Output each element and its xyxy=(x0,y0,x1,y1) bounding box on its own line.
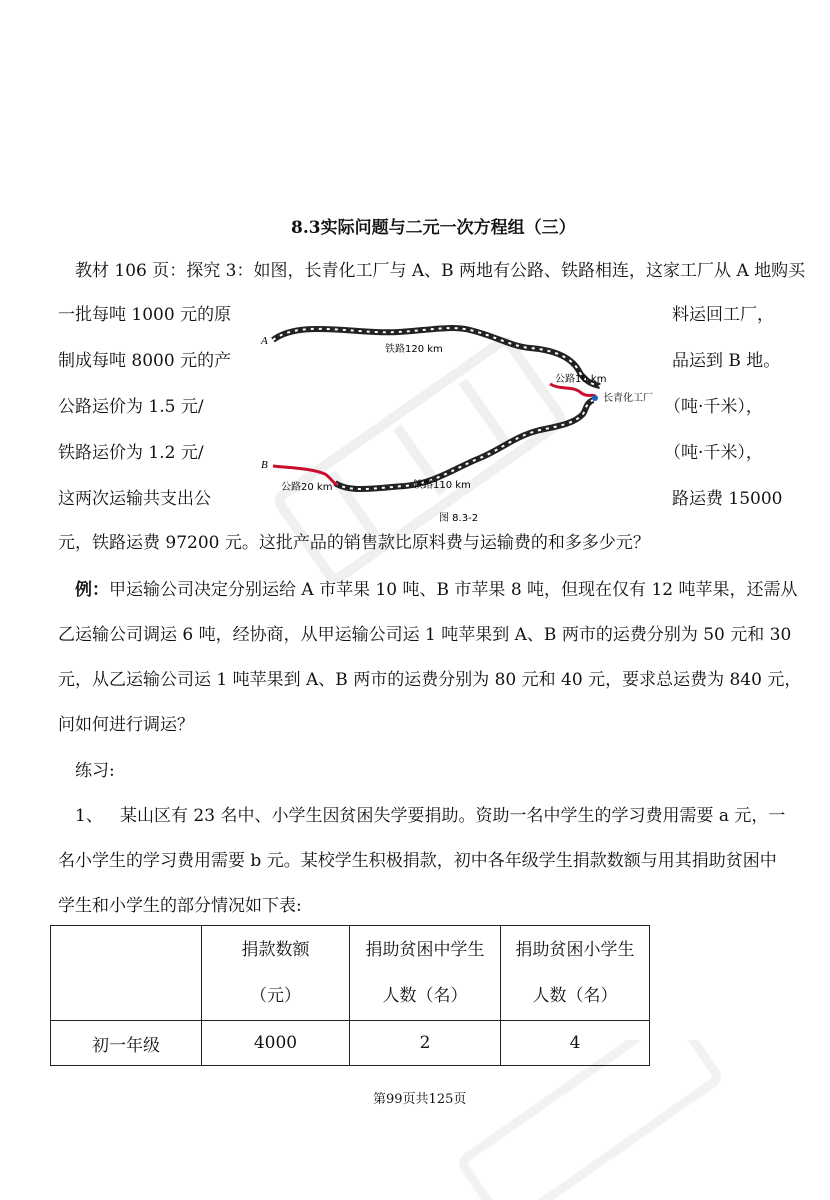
header-primary-school-unit: 人数（名） xyxy=(532,986,618,1006)
page-title: 8.3实际问题与二元一次方程组（三） xyxy=(291,218,576,238)
table-header-cell xyxy=(350,926,501,1021)
example-line-4: 问如何进行调运？ xyxy=(58,715,194,735)
intro-left-1: 一批每吨 1000 元的原 xyxy=(58,305,232,325)
intro-line-last: 元，铁路运费 97200 元。这批产品的销售款比原料费与运输费的和多多少元？ xyxy=(58,533,650,553)
header-middle-school-unit: 人数（名） xyxy=(382,986,468,1006)
header-middle-school: 捐助贫困中学生 xyxy=(365,940,485,960)
donation-table xyxy=(50,925,650,1066)
table-header-cell xyxy=(501,926,650,1021)
label-point-b: B xyxy=(261,459,268,471)
intro-right-4: （吨·千米）， xyxy=(664,443,763,463)
rail-ties-top xyxy=(273,328,600,386)
practice-q1-number: 1、 xyxy=(75,806,103,826)
rail-line-top xyxy=(273,328,600,386)
route-map-figure xyxy=(255,318,675,528)
intro-line-1: 教材 106 页：探究 3：如图，长青化工厂与 A、B 两地有公路、铁路相连，这家工厂从 A 地购买 xyxy=(75,261,806,281)
practice-q1-line-1: 某山区有 23 名中、小学生因贫困失学要捐助。资助一名中学生的学习费用需要 a 元，一 xyxy=(120,806,786,826)
label-road-bottom: 公路20 km xyxy=(281,482,333,493)
table-cell-primary-count: 4 xyxy=(501,1021,650,1066)
factory-marker xyxy=(592,395,598,401)
table-cell-amount: 4000 xyxy=(202,1021,350,1066)
header-amount-unit: （元） xyxy=(250,986,301,1006)
label-road-top: 公路10 km xyxy=(555,374,607,385)
figure-caption: 图 8.3-2 xyxy=(439,513,479,524)
table-header-cell xyxy=(51,926,202,1021)
label-factory: 长青化工厂 xyxy=(603,393,653,404)
intro-left-4: 铁路运价为 1.2 元/ xyxy=(58,443,204,463)
intro-right-3: （吨·千米）， xyxy=(664,397,763,417)
road-line-top xyxy=(550,384,595,396)
table-row xyxy=(51,1021,650,1066)
table-cell-middle-count: 2 xyxy=(350,1021,501,1066)
intro-right-2: 品运到 B 地。 xyxy=(672,351,781,371)
table-header-row xyxy=(51,926,650,1021)
label-rail-top: 铁路120 km xyxy=(385,344,443,355)
rail-line-bottom xyxy=(335,400,593,489)
intro-right-5: 路运费 15000 xyxy=(672,489,783,509)
label-point-a: A xyxy=(261,335,268,347)
page-footer: 第99页共125页 xyxy=(373,1092,467,1107)
table-header-cell xyxy=(202,926,350,1021)
label-rail-bottom: 铁路110 km xyxy=(413,480,471,491)
example-line-2: 乙运输公司调运 6 吨，经协商，从甲运输公司运 1 吨苹果到 A、B 两市的运费分别为 50 元和 30 xyxy=(58,625,792,645)
practice-heading: 练习: xyxy=(75,761,115,781)
header-amount: 捐款数额 xyxy=(241,940,310,960)
intro-right-1: 料运回工厂， xyxy=(672,305,774,325)
rail-ties-bottom xyxy=(335,400,593,489)
example-line-3: 元，从乙运输公司运 1 吨苹果到 A、B 两市的运费分别为 80 元和 40 元，要求总运费为 840 元， xyxy=(58,670,802,690)
intro-left-2: 制成每吨 8000 元的产 xyxy=(58,351,232,371)
intro-left-5: 这两次运输共支出公 xyxy=(58,489,211,509)
example-line-1 xyxy=(75,578,797,602)
example-label: 例： xyxy=(75,580,109,600)
practice-q1-line-2: 名小学生的学习费用需要 b 元。某校学生积极捐款，初中各年级学生捐款数额与用其捐助贫困中 xyxy=(58,851,777,871)
header-primary-school: 捐助贫困小学生 xyxy=(515,940,635,960)
table-cell-grade: 初一年级 xyxy=(51,1021,202,1066)
example-text-1: 甲运输公司决定分别运给 A 市苹果 10 吨、B 市苹果 8 吨，但现在仅有 12 吨苹果，还需从 xyxy=(109,580,798,600)
practice-q1-line-3: 学生和小学生的部分情况如下表: xyxy=(58,896,302,916)
intro-left-3: 公路运价为 1.5 元/ xyxy=(58,397,204,417)
